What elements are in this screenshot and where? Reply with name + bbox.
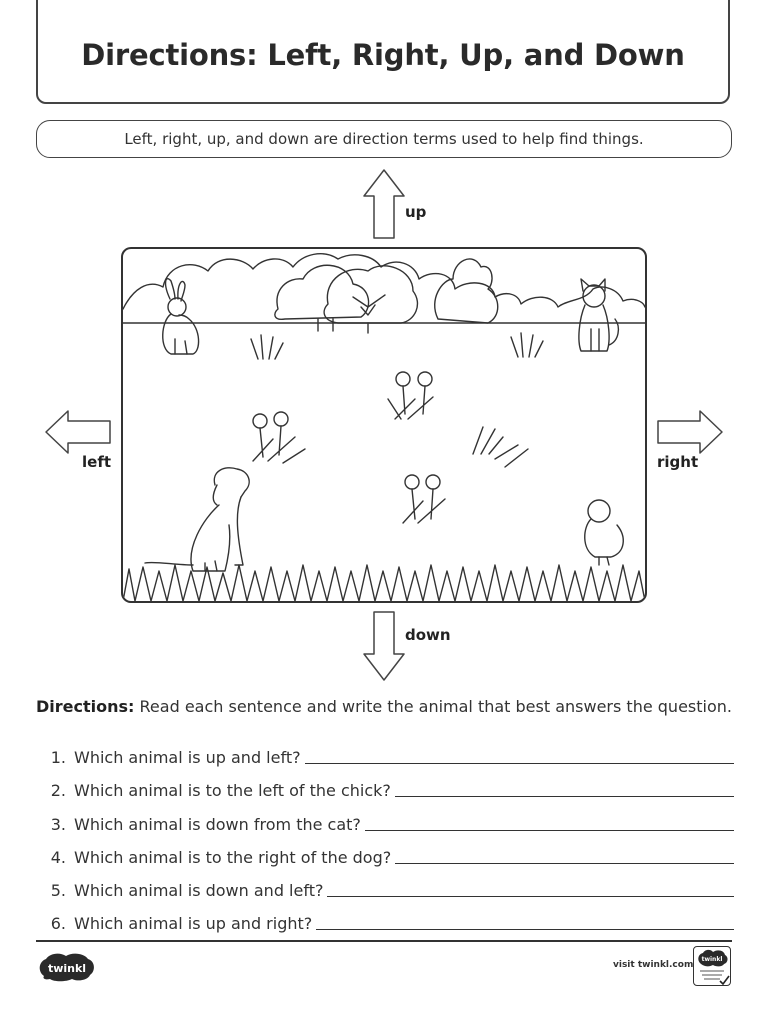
answer-line[interactable] (395, 844, 734, 864)
tree-bush (435, 259, 498, 323)
flower-clump (403, 475, 445, 523)
answer-line[interactable] (305, 744, 734, 764)
grass-tuft (473, 427, 528, 467)
question-row (36, 867, 734, 900)
dog (145, 468, 249, 571)
treeline (123, 254, 645, 309)
logo-text: twinkl (47, 962, 87, 975)
question-text: Which animal is up and left? (74, 748, 301, 768)
answer-line[interactable] (327, 877, 734, 897)
up-label: up (405, 203, 427, 221)
question-number: 1. (50, 748, 66, 768)
question-number: 6. (50, 914, 66, 934)
tree-middle (324, 266, 417, 323)
answer-line[interactable] (316, 910, 734, 930)
badge-text: twinkl (701, 956, 723, 963)
question-row (36, 900, 734, 933)
question-number: 2. (50, 781, 66, 801)
up-arrow-icon (362, 168, 406, 240)
left-arrow-icon (44, 408, 112, 456)
flower-clump (253, 412, 305, 463)
intro-text: Left, right, up, and down are direction terms used to help find things. (124, 130, 644, 148)
question-row (36, 800, 734, 833)
question-text: Which animal is to the right of the dog? (74, 847, 392, 867)
down-arrow-icon (362, 610, 406, 682)
answer-line[interactable] (365, 811, 734, 831)
title-box (36, 0, 730, 104)
right-label: right (657, 453, 699, 471)
intro-box (36, 120, 732, 158)
rabbit (163, 279, 199, 354)
chick (585, 500, 624, 565)
quality-badge (693, 946, 731, 986)
visit-link[interactable]: visit twinkl.com (613, 960, 694, 970)
grass-tuft (511, 333, 543, 357)
question-row (36, 767, 734, 800)
page-title: Directions: Left, Right, Up, and Down (81, 38, 685, 72)
quality-badge-icon (694, 947, 730, 985)
footer-divider (36, 940, 732, 942)
question-number: 5. (50, 880, 66, 900)
grass-tuft (251, 335, 283, 359)
right-arrow-icon (656, 408, 724, 456)
directions-label: Directions: (36, 697, 135, 716)
question-text: Which animal is down from the cat? (74, 814, 361, 834)
question-row (36, 734, 734, 767)
question-text: Which animal is up and right? (74, 914, 313, 934)
question-text: Which animal is to the left of the chick? (74, 781, 391, 801)
answer-line[interactable] (395, 777, 734, 797)
tree-left (275, 265, 369, 319)
left-label: left (82, 453, 112, 471)
down-label: down (405, 626, 451, 644)
question-number: 4. (50, 847, 66, 867)
park-scene-illustration (123, 249, 645, 601)
twinkl-logo[interactable] (38, 952, 96, 982)
flower-clump (388, 372, 433, 419)
question-list (36, 734, 734, 933)
park-scene (121, 247, 647, 603)
directions-text (36, 697, 746, 716)
directions-body: Read each sentence and write the animal that best answers the question. (134, 697, 732, 716)
question-row (36, 834, 734, 867)
question-text: Which animal is down and left? (74, 880, 324, 900)
question-number: 3. (50, 814, 66, 834)
